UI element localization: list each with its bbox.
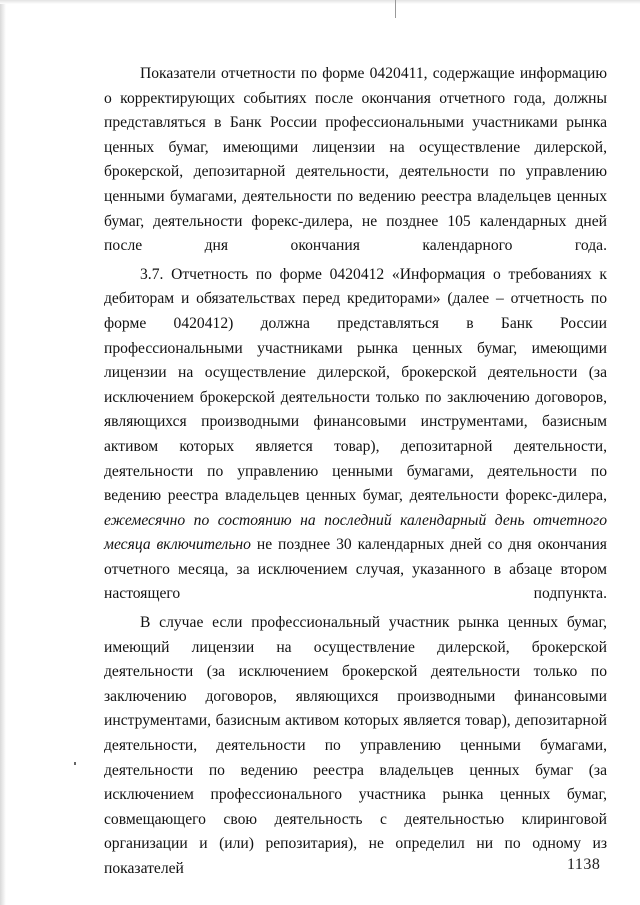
paragraph-3-7-text-start: 3.7. Отчетность по форме 0420412 «Информация о требованиях к дебиторам и обязательствах перед кредиторами» (далее – отчетность по форме 0420412) должна представляться в Банк России профессиональными участниками рынка ценных бумаг, имеющими лицензии на осуществление дилерской, брокерской деятельности (за исключением брокерской деятельности только по заключению договоров, являющихся производными финансовыми инструментами, базисным активом которых является товар), депозитарной деятельности, деятельности по управлению ценными бумагами, деятельности по ведению реестра владельцев ценных бумаг, деятельности форекс-дилера, (104, 265, 607, 505)
scan-mark (395, 0, 396, 18)
paragraph-3-7 (104, 263, 607, 607)
paragraph-exception-case: В случае если профессиональный участник рынка ценных бумаг, имеющий лицензии на осуществление дилерской, брокерской деятельности (за исключением брокерской деятельности только по заключению договоров, являющихся производными финансовыми инструментами, базисным активом которых является товар), депозитарной деятельности, деятельности по управлению ценными бумагами, деятельности по ведению реестра владельцев ценных бумаг (за исключением профессионального участника рынка ценных бумаг, совмещающего свою деятельность с деятельностью клиринговой организации и (или) репозитария), не определил ни по одному из показателей (104, 614, 607, 877)
paragraph-form-0420411: Показатели отчетности по форме 0420411, содержащие информацию о корректирующих событиях после окончания отчетного года, должны представляться в Банк России профессиональными участниками рынка ценных бумаг, имеющими лицензии на осуществление дилерской, брокерской, депозитарной деятельности, деятельности по управлению ценными бумагами, деятельности по ведению реестра владельцев ценных бумаг, деятельности форекс-дилера, не позднее 105 календарных дней после дня окончания календарного года. (104, 65, 607, 255)
paragraph-3-7-text-end: не позднее 30 календарных дней со дня окончания отчетного месяца, за исключением случая, указанного в абзаце втором настоящего подпункта. (104, 536, 607, 603)
document-body (104, 62, 607, 886)
paragraph-3-7-italic-text: ежемесячно по состоянию на последний календарный день отчетного месяца включительно (104, 511, 607, 554)
scan-edge-top (0, 0, 640, 4)
scan-speck (74, 762, 76, 765)
scan-edge-left (0, 0, 6, 905)
page-number: 1138 (567, 856, 601, 873)
